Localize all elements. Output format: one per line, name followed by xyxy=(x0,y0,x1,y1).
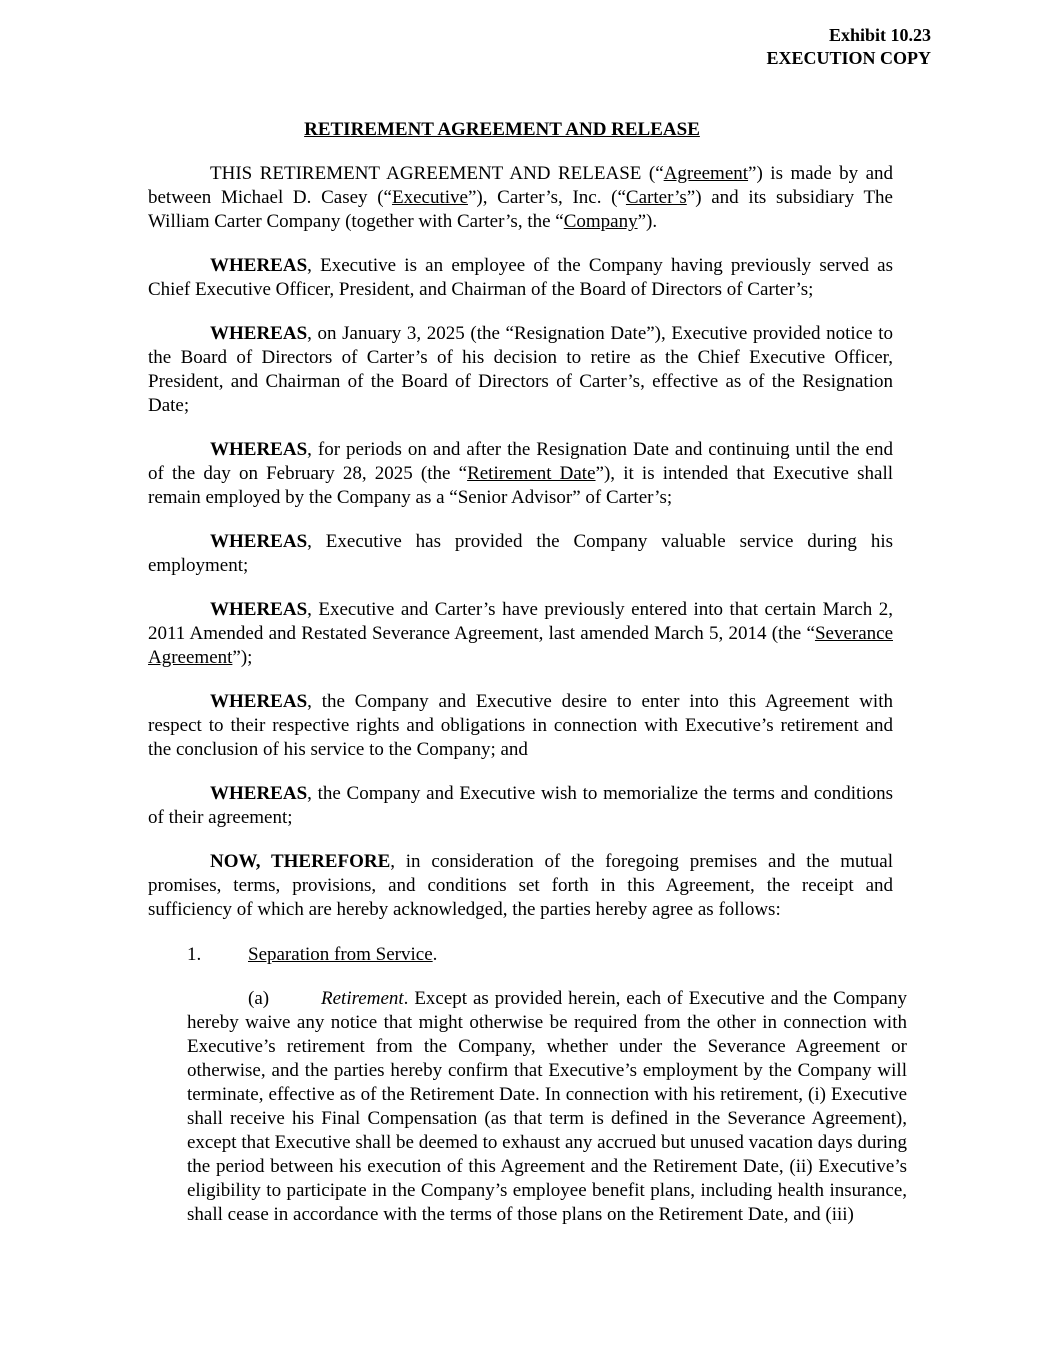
execution-copy-label: EXECUTION COPY xyxy=(766,48,931,68)
defined-term-executive: Executive xyxy=(391,187,468,208)
whereas-paragraph-4: WHEREAS, Executive has provided the Company valuable service during his employment; xyxy=(148,531,893,576)
subsection-label: (a) xyxy=(248,988,270,1009)
intro-paragraph: THIS RETIREMENT AGREEMENT AND RELEASE (“Agreement”) is made by and between Michael D. Casey (“Executive”), Carter’s, Inc. (“Carter’s”) and its subsidiary The William Carter Company (together with Carter’s, the “Company”). xyxy=(148,163,893,232)
whereas-paragraph-3: WHEREAS, for periods on and after the Resignation Date and continuing until the end of the day on February 28, 2025 (the “Retirement Date”), it is intended that Executive shall remain employed by the Company as a “Senior Advisor” of Carter’s; xyxy=(148,439,893,508)
exhibit-header xyxy=(766,24,931,70)
subsection-title: Retirement xyxy=(321,988,404,1009)
defined-term-retirement-date: Retirement Date xyxy=(467,463,596,484)
whereas-paragraph-5: WHEREAS, Executive and Carter’s have previously entered into that certain March 2, 2011 Amended and Restated Severance Agreement, last amended March 5, 2014 (the “Severance Agreement”); xyxy=(148,599,893,668)
defined-term-agreement: Agreement xyxy=(663,163,749,184)
whereas-paragraph-1: WHEREAS, Executive is an employee of the Company having previously served as Chief Executive Officer, President, and Chairman of the Board of Directors of Carter’s; xyxy=(148,255,893,300)
whereas-paragraph-6: WHEREAS, the Company and Executive desire to enter into this Agreement with respect to their respective rights and obligations in connection with Executive’s retirement and the conclusion of his service to the Company; and xyxy=(148,691,893,760)
defined-term-company: Company xyxy=(563,211,638,232)
section-1-heading: 1. Separation from Service. xyxy=(187,944,438,965)
document-title: RETIREMENT AGREEMENT AND RELEASE xyxy=(304,119,700,140)
exhibit-number: Exhibit 10.23 xyxy=(828,25,931,45)
section-title: Separation from Service xyxy=(248,944,433,965)
whereas-paragraph-2: WHEREAS, on January 3, 2025 (the “Resignation Date”), Executive provided notice to the Board of Directors of Carter’s of his decision to retire as the Chief Executive Officer, President, and Chairman of the Board of Directors of Carter’s, effective as of the Resignation Date; xyxy=(148,323,893,416)
defined-term-severance-agreement: Severance Agreement xyxy=(148,623,893,668)
now-therefore-paragraph: NOW, THEREFORE, in consideration of the foregoing premises and the mutual promises, terms, provisions, and conditions set forth in this Agreement, the receipt and sufficiency of which are hereby acknowledged, the parties hereby agree as follows: xyxy=(148,851,893,920)
defined-term-carters: Carter’s xyxy=(625,187,687,208)
whereas-paragraph-7: WHEREAS, the Company and Executive wish to memorialize the terms and conditions of their agreement; xyxy=(148,783,893,828)
subsection-a-paragraph: (a) Retirement. Except as provided herein, each of Executive and the Company hereby waive any notice that might otherwise be required from the other in connection with Executive’s retirement from the Company, whether under the Severance Agreement or otherwise, and the parties hereby confirm that Executive’s employment by the Company will terminate, effective as of the Retirement Date. In connection with his retirement, (i) Executive shall receive his Final Compensation (as that term is defined in the Severance Agreement), except that Executive shall be deemed to exhaust any accrued but unused vacation days during the period between his execution of this Agreement and the Retirement Date, (ii) Executive’s eligibility to participate in the Company’s employee benefit plans, including health insurance, shall cease in accordance with the terms of those plans on the Retirement Date, and (iii) xyxy=(187,988,907,1225)
section-number: 1. xyxy=(187,944,202,965)
